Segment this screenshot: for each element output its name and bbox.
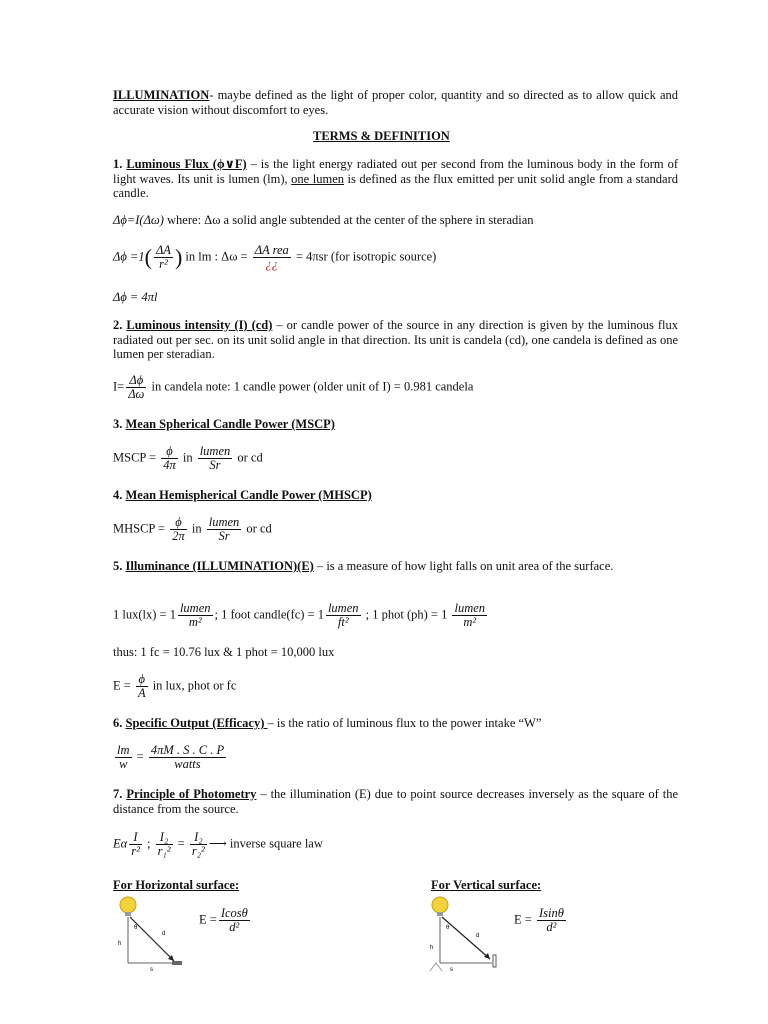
horizontal-eq: E = $\frac{Icos\theta}{\text{d²}}$ [199,906,248,934]
svg-text:d: d [162,931,166,937]
vertical-title: For Vertical surface: [431,878,542,892]
svg-text:s: s [150,967,153,973]
s5-paragraph: 5. Illuminance (ILLUMINATION)(E) – is a measure of how light falls on unit area of the surface. [113,559,614,573]
s6-heading: 6. Specific Output (Efficacy) – is the ratio of luminous flux to the power intake “W” [113,716,542,730]
s2-number: 2. [113,318,123,332]
s3-heading: 3. Mean Spherical Candle Power (MSCP) [113,417,335,431]
s1-paragraph [113,157,678,201]
intro-text: - maybe defined as the light of proper color, quantity and so directed as to allow quick and accurate vision without discomfort to eyes. [113,88,678,117]
s1-text2: is defined as the flux emitted per unit solid angle from a standard candle. [113,171,678,200]
s1-eq3: Δϕ = 4πl [113,290,158,304]
s1-number: 1. [113,157,123,171]
s5-e-eq: E = $\frac{\phi}{A}$ in lux, phot or fc [113,672,237,700]
svg-text:d: d [476,933,480,939]
svg-text:s: s [450,967,453,973]
s6-eq: $\frac{lm}{w}$ = $\frac{4\pi M . S . C . P}{\text{watts}}$ [117,743,225,771]
svg-text:θ: θ [446,925,450,931]
svg-text:θ: θ [134,925,138,931]
s2-text: – or candle power of the source in any direction is given by the luminous flux radiated out per sec. on its unit solid angle in that direction. Its unit is candela (cd), one candela is defined as one lumen per steradian. [113,318,678,361]
svg-text:h: h [430,945,434,951]
s2-eq-frac: $\frac{\Delta\phi}{\Delta\omega}$ [128,373,145,401]
s1-eq1-rest: where: Δω a solid angle subtended at the center of the sphere in steradian [163,213,534,227]
vertical-eq: E = $\frac{Isin\theta}{\text{d²}}$ [514,906,564,934]
s4-eq: MHSCP = $\frac{\phi}{2\pi}$ in $\frac{\text{lumen}}{Sr}$ or cd [113,515,272,543]
s2-title: Luminous intensity (I) (cd) [126,318,273,332]
s1-eq2-lhs: Δϕ =1 [113,249,145,264]
s2-paragraph [113,318,678,362]
intro-term: ILLUMINATION [113,88,210,102]
s1-eq2-rest: = 4πsr (for isotropic source) [292,249,437,264]
s1-title: Luminous Flux (ϕ∨F) [126,157,247,171]
s1-eq1 [113,213,534,227]
s1-eq2-frac2: $\frac{\text{ΔA rea}}{¿¿}$ [254,243,289,271]
s2-eq: I= $\frac{\Delta\phi}{\Delta\omega}$ in candela note: 1 candle power (older unit of I) = 0.981 candela [113,373,474,401]
s1-eq2-frac: $\frac{\Delta A}{\text{r²}}$ [155,243,171,271]
s1-eq1-lhs: Δϕ=I(Δω) [113,213,164,227]
s5-units-eq: 1 lux(lx) = 1 $\frac{\text{lumen}}{\text{m²}}$ ; 1 foot candle(fc) = 1 $\frac{\text{lumen}}{\text{ft²}}$ ; 1 phot (ph) = 1 $\frac{\text{lumen}}{\text{m²}}$ [113,601,486,629]
intro-paragraph [113,88,678,117]
s1-text1: – is the light energy radiated out per second from the luminous body in the form of light waves. Its unit is lumen (lm), [113,157,679,186]
vertical-diagram [428,893,508,973]
bulb-icon [120,897,136,913]
s4-heading: 4. Mean Hemispherical Candle Power (MHSCP) [113,488,372,502]
s3-eq: MSCP = $\frac{\phi}{4\pi}$ in $\frac{\text{lumen}}{Sr}$ or cd [113,444,263,472]
s5-thus: thus: 1 fc = 10.76 lux & 1 phot = 10,000 lux [113,645,335,659]
s1-eq2: Δϕ =1( $\frac{\Delta A}{\text{r²}}$ ) in lm : Δω = $\frac{\text{ΔA rea}}{¿¿}$ = 4πsr (for isotropic source) [113,243,437,271]
section-heading: TERMS & DEFINITION [313,129,450,143]
s1-eq2-mid: in lm : Δω = [182,249,251,264]
horizontal-diagram [116,893,196,973]
svg-text:h: h [118,941,122,947]
s7-paragraph: 7. Principle of Photometry – the illumination (E) due to point source decreases inversely as the square of the distance from the source. [113,787,679,816]
s7-eq: Eα $\frac{I}{\text{r²}}$ ; $\frac{\text{I₂}}{\text{r₁²}}$ = $\frac{\text{I₂}}{\text{r₂²}}$ ⟶ inverse square law [113,830,323,858]
horizontal-title: For Horizontal surface: [113,878,240,892]
s1-one-lumen: one lumen [291,171,344,186]
bulb-icon [432,897,448,913]
